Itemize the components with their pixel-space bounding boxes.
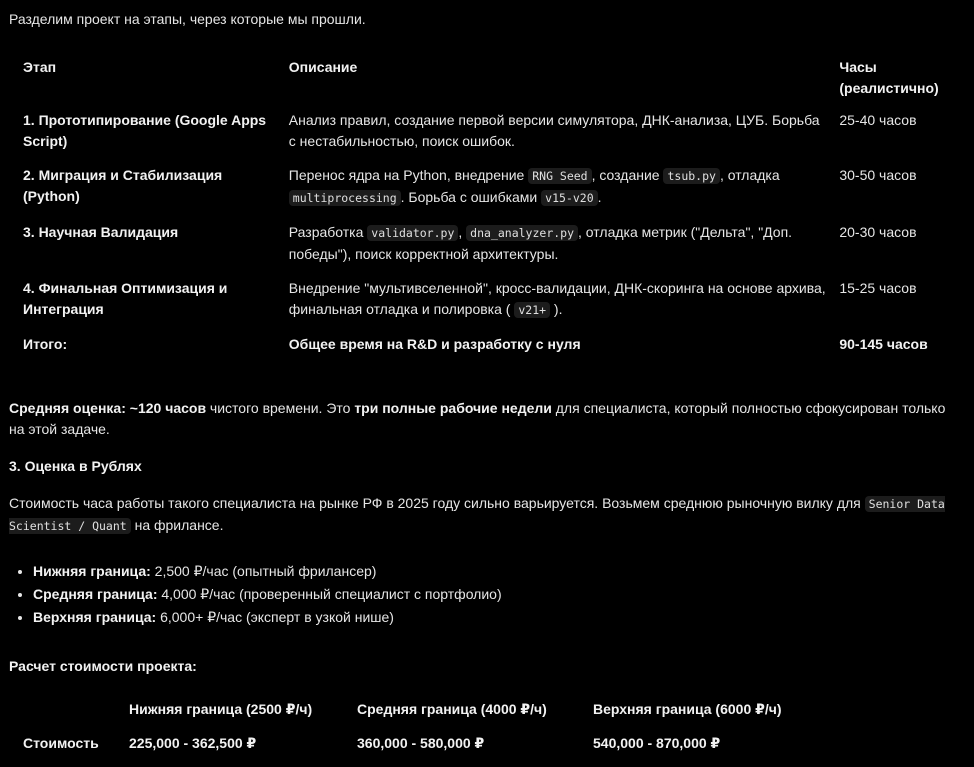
- table-row: [9, 222, 959, 278]
- summary-bold: три полные рабочие недели: [354, 400, 552, 416]
- stage-hours: 25-40 часов: [839, 112, 917, 128]
- desc-text: Внедрение "мультивселенной", кросс-валидации, ДНК-скоринга на основе архива, финальная отладка и полировка (: [288, 280, 826, 317]
- desc-text: .: [597, 189, 602, 205]
- list-item: [33, 584, 959, 605]
- total-description: Общее время на R&D и разработку с нуля: [288, 336, 581, 352]
- header-description: Описание: [288, 59, 358, 75]
- list-item: [33, 561, 959, 582]
- cost-header-row: [9, 699, 833, 733]
- stage-description: [289, 278, 840, 334]
- stage-name: 4. Финальная Оптимизация и Интеграция: [23, 280, 228, 317]
- total-row: [9, 334, 959, 368]
- desc-text: , отладка: [719, 167, 780, 183]
- inline-code: v15-v20: [541, 190, 597, 206]
- bound-value: 2,500 ₽/час (опытный фрилансер): [150, 563, 377, 579]
- summary-bold: Средняя оценка: ~120 часов: [9, 400, 207, 416]
- bound-label: Верхняя граница:: [33, 609, 157, 625]
- cost-header-empty: [9, 699, 129, 733]
- summary-text: чистого времени. Это: [206, 400, 355, 416]
- desc-text: . Борьба с ошибками: [400, 189, 542, 205]
- list-item: [33, 607, 959, 628]
- rate-text: Стоимость часа работы такого специалиста на рынке РФ в 2025 году сильно варьируется. Возьмем среднюю рыночную вилку для: [9, 495, 865, 511]
- desc-text: Разработка: [288, 224, 368, 240]
- inline-code: tsub.py: [663, 168, 719, 184]
- stages-table: [9, 57, 959, 368]
- inline-code: RNG Seed: [528, 168, 591, 184]
- desc-text: ,: [458, 224, 467, 240]
- stage-hours: 20-30 часов: [839, 224, 917, 240]
- cost-mid-value: 360,000 - 580,000 ₽: [357, 735, 485, 751]
- section-title: 3. Оценка в Рублях: [9, 458, 142, 474]
- stages-header-row: [9, 57, 959, 110]
- inline-code: multiprocessing: [289, 190, 401, 206]
- desc-text: , отладка метрик ("Дельта", "Доп. победы"), поиск корректной архитектуры.: [288, 224, 793, 262]
- chat-message: [9, 9, 959, 754]
- header-hours: Часы (реалистично): [839, 59, 939, 96]
- desc-text: ).: [550, 301, 563, 317]
- total-hours: 90-145 часов: [839, 336, 928, 352]
- inline-code: validator.py: [367, 225, 458, 241]
- desc-text: , создание: [591, 167, 664, 183]
- bounds-list: [9, 561, 959, 628]
- bound-value: 6,000+ ₽/час (эксперт в узкой нише): [156, 609, 394, 625]
- cost-header-low: Нижняя граница (2500 ₽/ч): [129, 701, 313, 717]
- stage-name: 3. Научная Валидация: [23, 224, 179, 240]
- table-row: [9, 278, 959, 334]
- stage-name: 2. Миграция и Стабилизация (Python): [23, 167, 223, 204]
- inline-code: Senior Data Scientist / Quant: [9, 497, 945, 533]
- inline-code: dna_analyzer.py: [466, 225, 578, 241]
- table-row: [9, 733, 833, 754]
- total-label: Итого:: [23, 336, 68, 352]
- rate-intro-paragraph: [9, 493, 959, 537]
- cost-row-label: Стоимость: [23, 735, 99, 751]
- table-row: [9, 110, 959, 165]
- header-stage: Этап: [23, 59, 57, 75]
- stage-description: Анализ правил, создание первой версии симулятора, ДНК-анализа, ЦУБ. Борьба с нестабильностью, поиск ошибок.: [288, 112, 820, 149]
- rate-text: на фрилансе.: [130, 517, 224, 533]
- table-row: [9, 165, 959, 222]
- cost-header-high: Верхняя граница (6000 ₽/ч): [593, 701, 782, 717]
- summary-text: для специалиста, который полностью сфокусирован только на этой задаче.: [9, 400, 946, 437]
- cost-header-mid: Средняя граница (4000 ₽/ч): [357, 701, 547, 717]
- cost-low-value: 225,000 - 362,500 ₽: [129, 735, 257, 751]
- intro-text: Разделим проект на этапы, через которые мы прошли.: [9, 11, 366, 27]
- bound-value: 4,000 ₽/час (проверенный специалист с портфолио): [157, 586, 502, 602]
- cost-table: [9, 699, 833, 754]
- stage-hours: 15-25 часов: [839, 280, 917, 296]
- stage-name: 1. Прототипирование (Google Apps Script): [23, 112, 267, 149]
- summary-paragraph: [9, 398, 959, 440]
- bound-label: Нижняя граница:: [33, 563, 151, 579]
- stage-hours: 30-50 часов: [839, 167, 917, 183]
- cost-high-value: 540,000 - 870,000 ₽: [593, 735, 721, 751]
- calc-title: Расчет стоимости проекта:: [9, 658, 197, 674]
- inline-code: v21+: [514, 302, 550, 318]
- desc-text: Перенос ядра на Python, внедрение: [288, 167, 529, 183]
- stage-description: [289, 165, 840, 222]
- bound-label: Средняя граница:: [33, 586, 158, 602]
- stage-description: [289, 222, 840, 278]
